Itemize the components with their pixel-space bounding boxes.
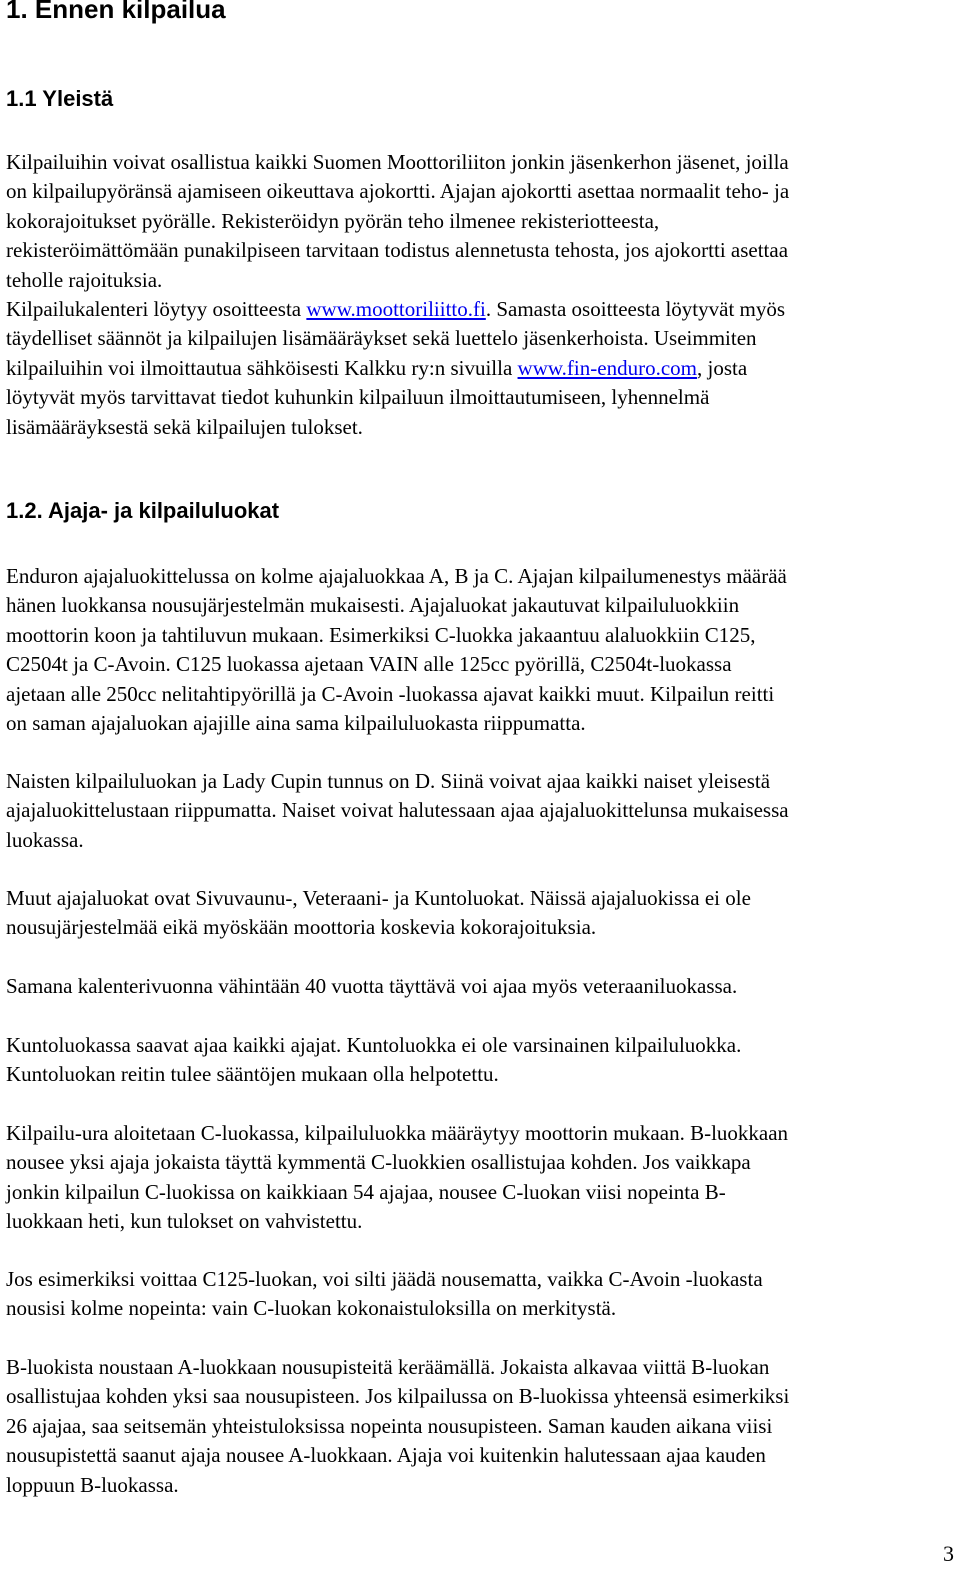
text-line: jonkin kilpailun C-luokissa on kaikkiaan 54 ajajaa, nousee C-luokan viisi nopeinta B- [6, 1179, 726, 1204]
text-line-with-link [6, 354, 956, 383]
text-fragment: . Samasta osoitteesta löytyvät myös [485, 296, 786, 321]
text-line: nousisi kolme nopeinta: vain C-luokan kokonaistuloksilla on merkitystä. [6, 1296, 617, 1321]
paragraph-classes [6, 562, 956, 738]
text-line: Naisten kilpailuluokan ja Lady Cupin tunnus on D. Siinä voivat ajaa kaikki naiset yleisestä [6, 769, 771, 793]
text-line: Kuntoluokan reitin tulee sääntöjen mukaan olla helpotettu. [6, 1062, 499, 1087]
text-line: luokassa. [6, 827, 84, 852]
text-line: Jos esimerkiksi voittaa C125-luokan, voi silti jäädä nousematta, vaikka C-Avoin -luokasta [6, 1267, 763, 1291]
text-line: lisämääräyksestä sekä kilpailujen tulokset. [6, 414, 363, 439]
paragraph-b-class-promotion [6, 1353, 956, 1500]
text-line: on saman ajajaluokan ajajille aina sama kilpailuluokasta riippumatta. [6, 710, 586, 735]
paragraph-c125-example [6, 1265, 956, 1324]
fin-enduro-link[interactable]: www.fin-enduro.com [517, 355, 697, 380]
text-fragment: Kilpailukalenteri löytyy osoitteesta [6, 296, 307, 321]
text-line: löytyvät myös tarvittavat tiedot kuhunkin kilpailuun ilmoittautumiseen, lyhennelmä [6, 385, 710, 410]
text-line: nousee yksi ajaja jokaista täyttä kymmentä C-luokkien osallistujaa kohden. Jos vaikkapa [6, 1150, 751, 1175]
text-line: ajetaan alle 250cc nelitahtipyörillä ja C-Avoin -luokassa ajavat kaikki muut. Kilpailun reitti [6, 681, 775, 706]
text-line-with-link [6, 295, 956, 324]
heading-1: 1. Ennen kilpailua [6, 0, 226, 24]
text-fragment: , josta [696, 355, 748, 380]
paragraph-fitness-class [6, 1031, 956, 1090]
paragraph-career-start [6, 1119, 956, 1237]
paragraph-women [6, 767, 956, 855]
text-line: on kilpailupyöränsä ajamiseen oikeuttava ajokortti. Ajajan ajokortti asettaa normaalit teho- ja [6, 179, 790, 204]
text-line: teholle rajoituksia. [6, 267, 163, 292]
text-line: 26 ajajaa, saa seitsemän yhteistuloksissa nopeinta nousupisteen. Saman kauden aikana viisi [6, 1413, 773, 1438]
text-line: C2504t ja C-Avoin. C125 luokassa ajetaan VAIN alle 125cc pyörillä, C2504t-luokassa [6, 652, 732, 677]
text-fragment: kilpailuihin voi ilmoittautua sähköisesti Kalkku ry:n sivuilla [6, 355, 518, 380]
text-line: osallistujaa kohden yksi saa nousupisteen. Jos kilpailussa on B-luokissa yhteensä esimerkiksi [6, 1384, 790, 1409]
text-line: Kilpailu-ura aloitetaan C-luokassa, kilpailuluokka määräytyy moottorin mukaan. B-luokkaan [6, 1121, 789, 1145]
text-line: ajajaluokittelustaan riippumatta. Naiset voivat halutessaan ajaa ajajaluokittelunsa mukaisessa [6, 798, 789, 823]
paragraph-other-classes [6, 884, 956, 943]
section-1-1-title: 1.1 Yleistä [6, 86, 114, 111]
section-1-1-paragraph [6, 148, 956, 442]
page-number: 3 [943, 1541, 954, 1566]
text-line: Enduron ajajaluokittelussa on kolme ajajaluokkaa A, B ja C. Ajajan kilpailumenestys määrää [6, 564, 787, 588]
text-line: loppuun B-luokassa. [6, 1472, 179, 1497]
text-line: Muut ajajaluokat ovat Sivuvaunu-, Veteraani- ja Kuntoluokat. Näissä ajajaluokissa ei ole [6, 886, 751, 910]
text-line: moottorin koon ja tahtiluvun mukaan. Esimerkiksi C-luokka jakaantuu alaluokkiin C125, [6, 622, 756, 647]
text-line: täydelliset säännöt ja kilpailujen lisämääräykset sekä luettelo jäsenkerhoista. Useimmiten [6, 326, 757, 351]
text-line: hänen luokkansa nousujärjestelmän mukaisesti. Ajajaluokat jakautuvat kilpailuluokkiin [6, 593, 740, 618]
text-line: nousupistettä saanut ajaja nousee A-luokkaan. Ajaja voi kuitenkin halutessaan ajaa kauden [6, 1443, 766, 1468]
section-1-2-title: 1.2. Ajaja- ja kilpailuluokat [6, 498, 280, 523]
text-line: nousujärjestelmää eikä myöskään moottoria koskevia kokorajoituksia. [6, 915, 597, 940]
paragraph-veterans [6, 972, 956, 1001]
text-line: Kuntoluokassa saavat ajaa kaikki ajajat. Kuntoluokka ei ole varsinainen kilpailuluokka. [6, 1033, 742, 1057]
text-line: B-luokista noustaan A-luokkaan nousupisteitä keräämällä. Jokaista alkavaa viittä B-luokan [6, 1355, 770, 1379]
moottoriliitto-link[interactable]: www.moottoriliitto.fi [306, 296, 486, 321]
text-line: rekisteröimättömään punakilpiseen tarvitaan todistus alennetusta tehosta, jos ajokortti asettaa [6, 238, 789, 263]
text-line: kokorajoitukset pyörälle. Rekisteröidyn pyörän teho ilmenee rekisteriotteesta, [6, 208, 660, 233]
text-line: Kilpailuihin voivat osallistua kaikki Suomen Moottoriliiton jonkin jäsenkerhon jäsenet, joilla [6, 150, 789, 174]
text-line: luokkaan heti, kun tulokset on vahvistettu. [6, 1209, 363, 1234]
text-line: Samana kalenterivuonna vähintään 40 vuotta täyttävä voi ajaa myös veteraaniluokassa. [6, 974, 738, 998]
